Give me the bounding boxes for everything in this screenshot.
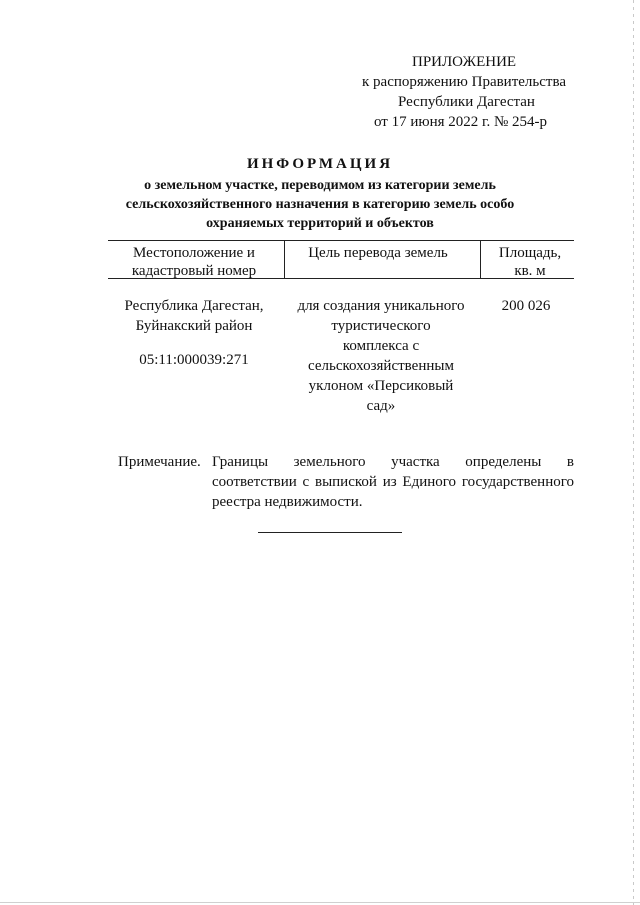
scan-edge-right xyxy=(633,0,634,905)
note-label: Примечание. xyxy=(118,454,201,470)
cell-location xyxy=(108,296,280,370)
header-area xyxy=(480,244,580,280)
purpose-line-1: для создания уникального xyxy=(297,298,465,314)
appendix-line-republic: Республики Дагестан xyxy=(398,94,535,110)
document-subtitle xyxy=(80,176,560,233)
purpose-line-6: сад» xyxy=(366,398,396,414)
purpose-line-2: туристического xyxy=(331,318,431,334)
cell-area: 200 026 xyxy=(501,298,551,314)
purpose-line-3: комплекса с xyxy=(342,338,420,354)
location-line-1: Республика Дагестан, xyxy=(124,298,264,314)
header-area-line-2: кв. м xyxy=(514,263,546,279)
document-title: ИНФОРМАЦИЯ xyxy=(246,156,394,172)
table-header-top-rule xyxy=(108,240,574,241)
table-column-divider-1 xyxy=(284,240,285,278)
scan-edge-bottom xyxy=(0,902,640,903)
header-area-line-1: Площадь, xyxy=(498,245,562,261)
closing-rule xyxy=(258,532,402,533)
header-location-line-2: кадастровый номер xyxy=(131,263,257,279)
subtitle-line-2: сельскохозяйственного назначения в категорию земель особо xyxy=(125,197,515,212)
header-location xyxy=(108,244,280,280)
appendix-block xyxy=(360,52,600,132)
header-purpose: Цель перевода земель xyxy=(308,245,448,261)
cell-purpose xyxy=(288,296,474,416)
appendix-line-order: к распоряжению Правительства xyxy=(362,74,567,90)
subtitle-line-1: о земельном участке, переводимом из категории земель xyxy=(144,178,496,193)
subtitle-line-3: охраняемых территорий и объектов xyxy=(206,216,434,231)
purpose-line-4: сельскохозяйственным xyxy=(308,358,454,374)
note-text: Границы земельного участка определены в соответствии с выпиской из Единого государственного реестра недвижимости. xyxy=(212,454,574,510)
appendix-title: ПРИЛОЖЕНИЕ xyxy=(412,54,517,70)
location-line-2: Буйнакский район xyxy=(135,318,253,334)
cadastral-number: 05:11:000039:271 xyxy=(139,352,249,368)
purpose-line-5: уклоном «Персиковый xyxy=(308,378,454,394)
header-location-line-1: Местоположение и xyxy=(133,245,255,261)
appendix-line-date: от 17 июня 2022 г. № 254-р xyxy=(374,114,548,130)
